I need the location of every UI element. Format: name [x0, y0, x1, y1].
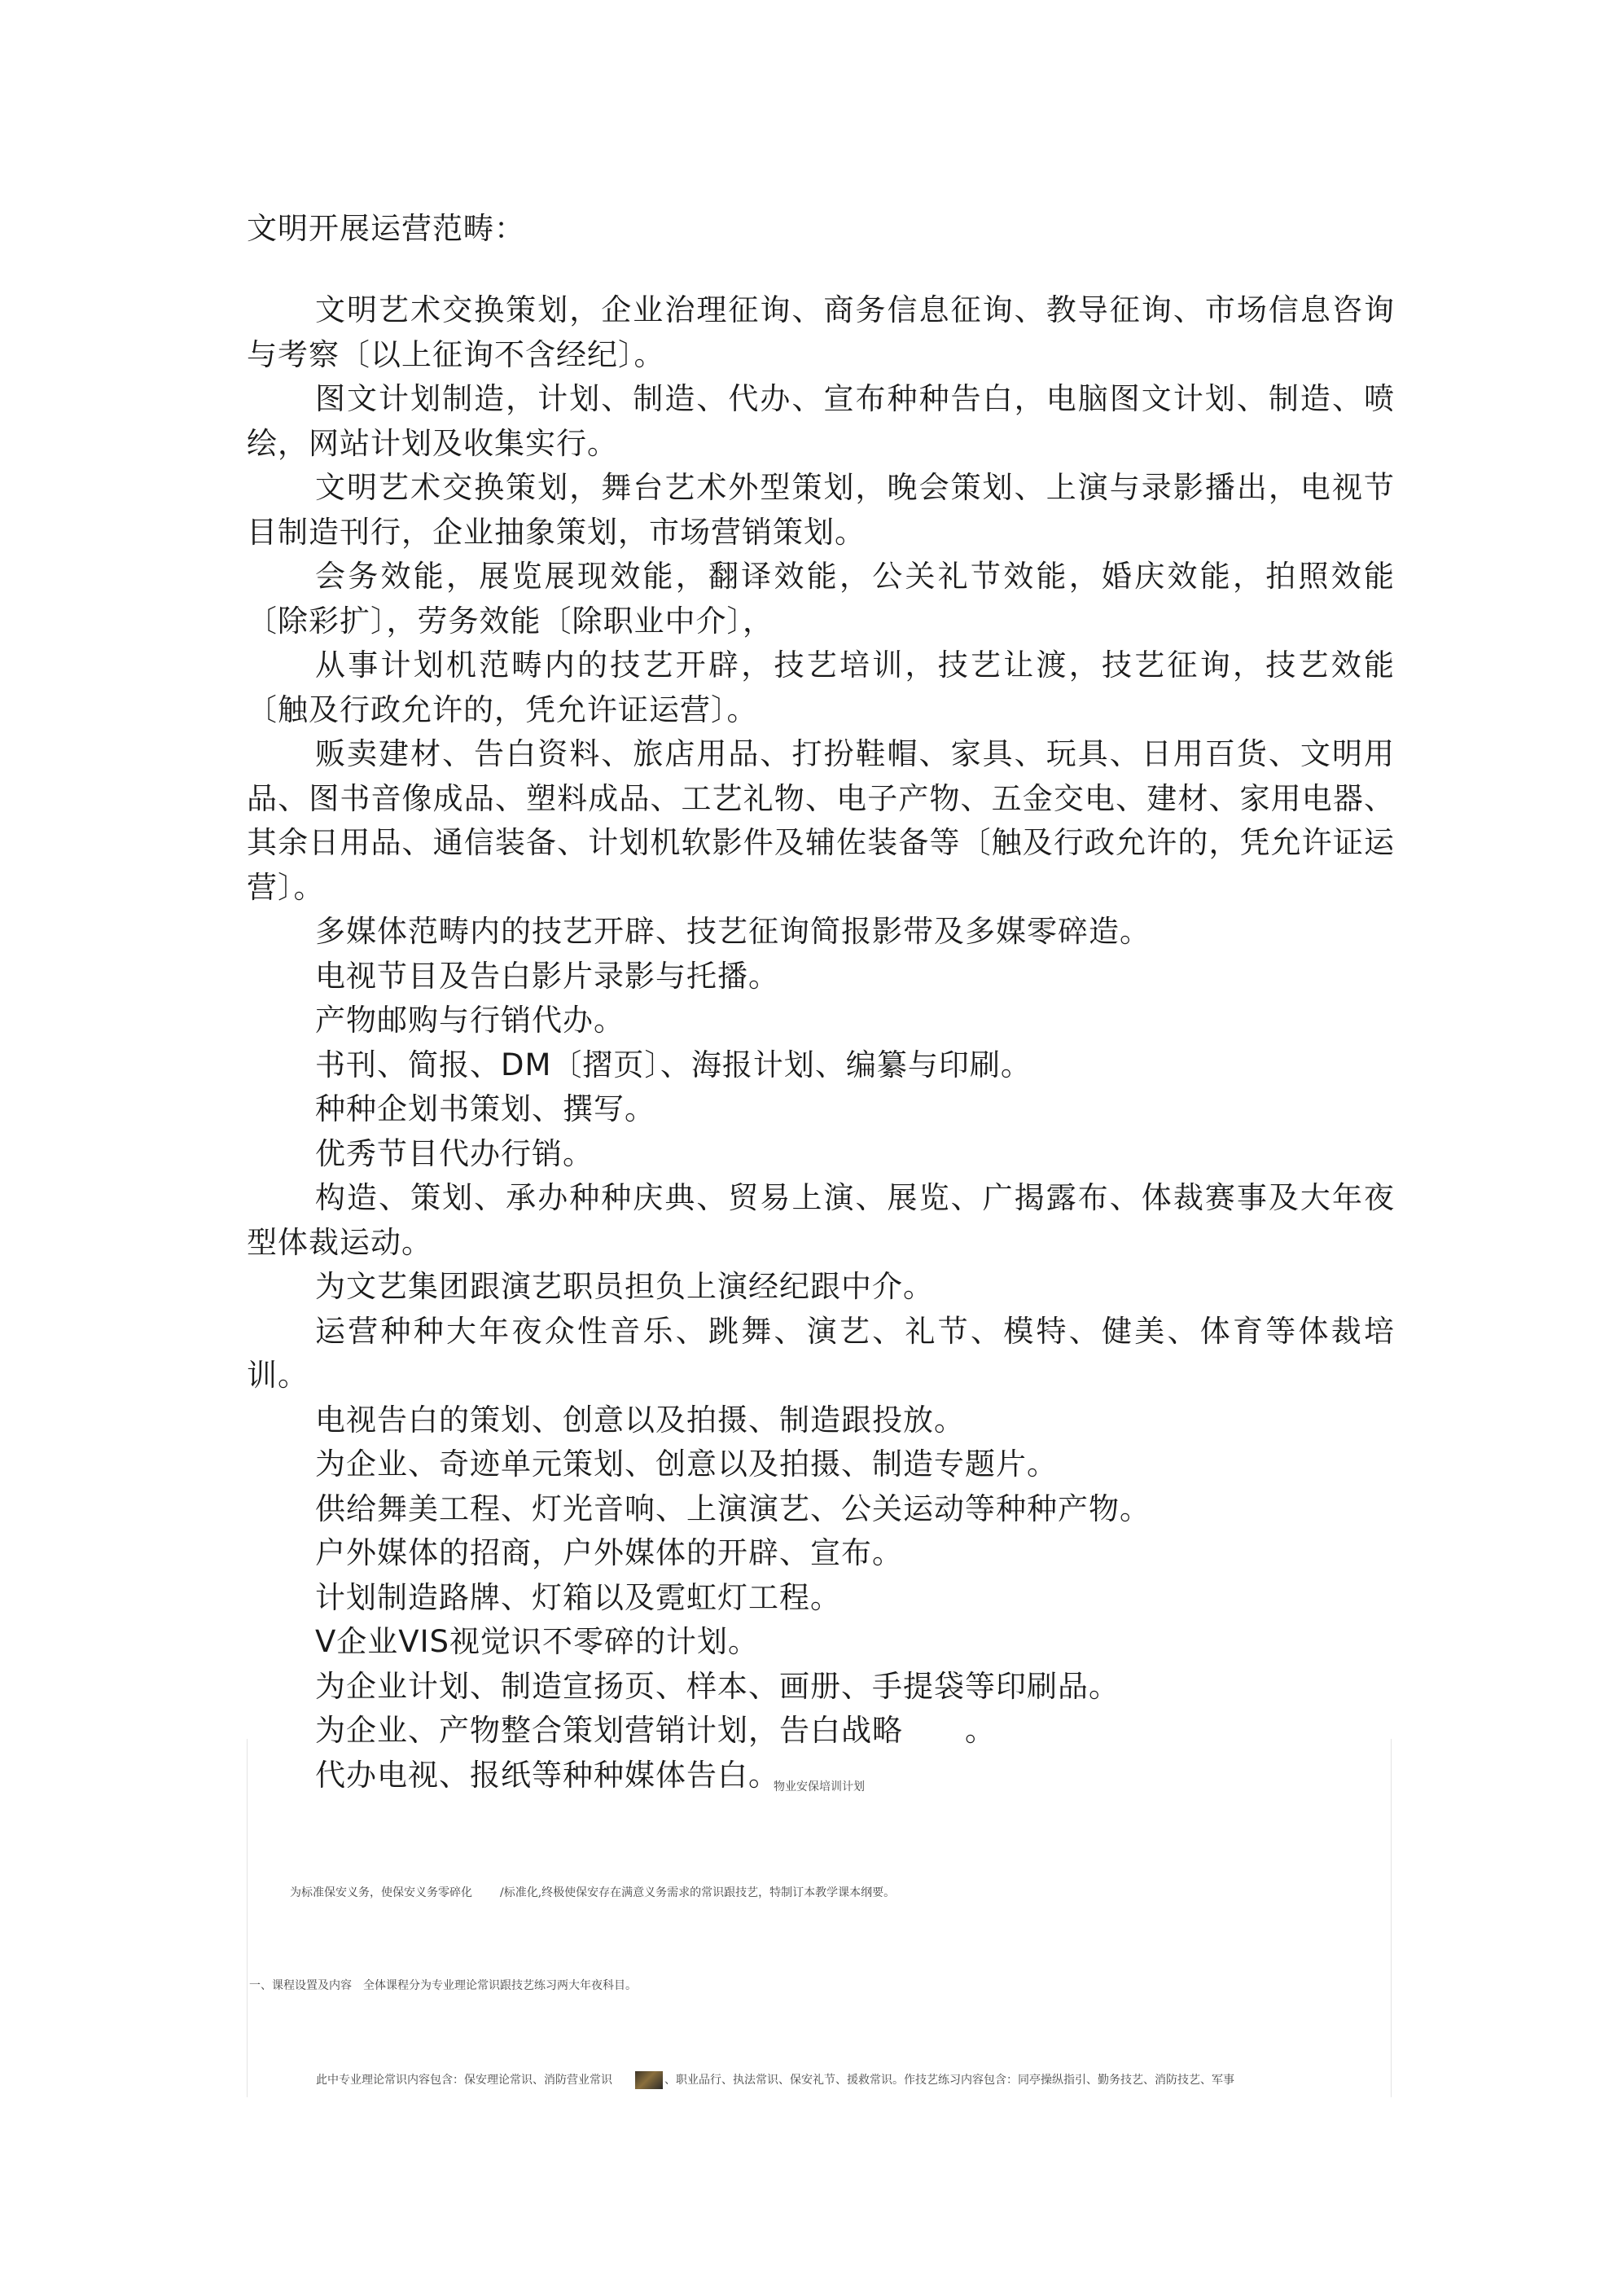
- paragraph: 文明艺术交换策划，企业治理征询、商务信息征询、教导征询、市场信息咨询与考察〔以上征询不含经纪〕。: [247, 292, 1395, 372]
- snippet-text: /标准化,终极使保安存在满意义务需求的常识跟技艺，特制订本教学课本纲要。: [500, 1886, 896, 1899]
- snippet-text: 一、课程设置及内容: [249, 1979, 352, 1992]
- paragraph: 产物邮购与行销代办。: [315, 1003, 625, 1038]
- snippet-line-course: [249, 1977, 637, 1993]
- paragraph: 贩卖建材、告白资料、旅店用品、打扮鞋帽、家具、玩具、日用百货、文明用品、图书音像成品、塑料成品、工艺礼物、电子产物、五金交电、建材、家用电器、其余日用品、通信装备、计划机软影件及辅佐装备等〔触及行政允许的，凭允许证运营〕。: [247, 736, 1395, 905]
- section-heading: 文明开展运营范畴：: [247, 211, 525, 246]
- snippet-line-intro: [290, 1884, 895, 1900]
- paragraph: 代办电视、报纸等种种媒体告白。: [315, 1757, 779, 1793]
- snippet-text: 全体课程分为专业理论常识跟技艺练习两大年夜科目。: [363, 1979, 637, 1992]
- paragraph: 为企业、奇迹单元策划、创意以及拍摄、制造专题片。: [315, 1447, 1058, 1482]
- snippet-line-content: [316, 2071, 1234, 2089]
- paragraph: 供给舞美工程、灯光音响、上演演艺、公关运动等种种产物。: [315, 1490, 1151, 1526]
- paragraph: 文明艺术交换策划，舞台艺术外型策划，晚会策划、上演与录影播出，电视节目制造刊行，企业抽象策划，市场营销策划。: [247, 470, 1395, 550]
- inline-image: [635, 2071, 663, 2089]
- paragraph: 运营种种大年夜众性音乐、跳舞、演艺、礼节、模特、健美、体育等体裁培训。: [247, 1313, 1395, 1393]
- paragraph: 构造、策划、承办种种庆典、贸易上演、展览、广揭露布、体裁赛事及大年夜型体裁运动。: [247, 1180, 1395, 1260]
- paragraph: V企业VIS视觉识不零碎的计划。: [315, 1624, 760, 1659]
- paragraph: 种种企划书策划、撰写。: [315, 1091, 655, 1126]
- snippet-title: 物业安保培训计划: [774, 1780, 865, 1793]
- business-scope-list: [247, 288, 1395, 1798]
- paragraph: 从事计划机范畴内的技艺开辟，技艺培训，技艺让渡，技艺征询，技艺效能〔触及行政允许的，凭允许证运营〕。: [247, 648, 1395, 727]
- paragraph: 电视节目及告白影片录影与托播。: [315, 958, 779, 994]
- paragraph: 会务效能，展览展现效能，翻译效能，公关礼节效能，婚庆效能，拍照效能〔除彩扩〕，劳务效能〔除职业中介〕，: [247, 559, 1395, 639]
- paragraph: 为企业、产物整合策划营销计划，告白战略 。: [315, 1713, 996, 1748]
- paragraph: 为文艺集团跟演艺职员担负上演经纪跟中介。: [315, 1269, 934, 1304]
- paragraph: 电视告白的策划、创意以及拍摄、制造跟投放。: [315, 1402, 965, 1438]
- snippet-text: 、职业品行、执法常识、保安礼节、援救常识。作技艺练习内容包含：同亭操纵指引、勤务技艺、消防技艺、军事: [664, 2074, 1234, 2087]
- paragraph: 为企业计划、制造宣扬页、样本、画册、手提袋等印刷品。: [315, 1668, 1120, 1704]
- paragraph: 户外媒体的招商，户外媒体的开辟、宣布。: [315, 1535, 903, 1570]
- paragraph: 书刊、简报、DM〔摺页〕、海报计划、编纂与印刷。: [315, 1047, 1032, 1082]
- paragraph: 优秀节目代办行销。: [315, 1135, 594, 1171]
- embedded-document-snippet: [247, 1739, 1392, 2097]
- snippet-text: 此中专业理论常识内容包含：保安理论常识、消防营业常识: [316, 2074, 612, 2087]
- paragraph: 计划制造路牌、灯箱以及霓虹灯工程。: [315, 1579, 841, 1615]
- snippet-text: 为标准保安义务，使保安义务零碎化: [290, 1886, 472, 1899]
- paragraph: 多媒体范畴内的技艺开辟、技艺征询简报影带及多媒零碎造。: [315, 914, 1151, 949]
- paragraph: 图文计划制造，计划、制造、代办、宣布种种告白，电脑图文计划、制造、喷绘，网站计划及收集实行。: [247, 381, 1395, 461]
